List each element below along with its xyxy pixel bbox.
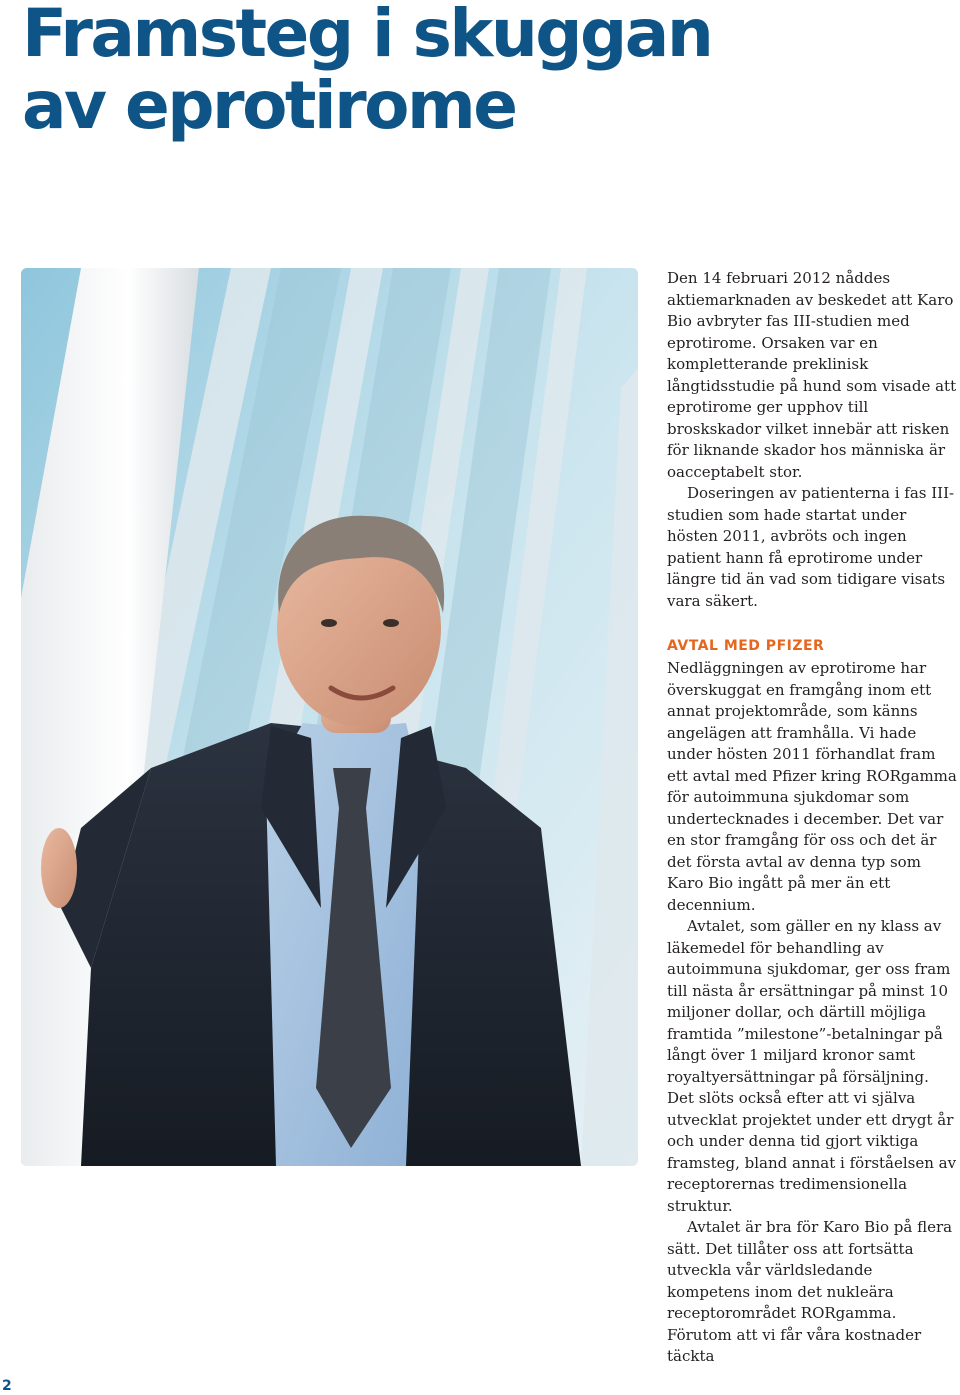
section-subheading: AVTAL MED PFIZER	[667, 638, 825, 654]
intro-paragraph-1: Den 14 februari 2012 nåddes aktiemarknaden av beskedet att Karo Bio avbryter fas III-studien med eprotirome. Orsaken var en kompletterande preklinisk långtidsstudie på hund som visade att eprotirome ger upphov till broskskador vilket innebär att risken för liknande skador hos människa är oacceptabelt stor.	[667, 269, 957, 481]
body-paragraph-2: Avtalet, som gäller en ny klass av läkemedel för behandling av autoimmuna sjukdomar, ger oss fram till nästa år ersättningar på minst 10 miljoner dollar, och därtill möjliga framtida ”milestone”-betalningar på långt över 1 miljard kronor samt royaltyersättningar på försäljning. Det slöts också efter att vi själva utvecklat projektet under ett drygt år och under denna tid gjort viktiga framsteg, bland annat i förståelsen av receptorernas tredimensionella struktur.	[667, 917, 957, 1215]
body-paragraph-1: Nedläggningen av eprotirome har överskuggat en framgång inom ett annat projektområde, som känns angelägen att framhålla. Vi hade under hösten 2011 förhandlat fram ett avtal med Pfizer kring RORgamma för autoimmuna sjukdomar som undertecknades i december. Det var en stor framgång för oss och det är det första avtal av denna typ som Karo Bio ingått på mer än ett decennium.	[667, 659, 957, 914]
article-title	[22, 0, 711, 142]
intro-paragraph-2: Doseringen av patienterna i fas III-studien som hade startat under hösten 2011, avbröts och ingen patient hann få eprotirome under längre tid än vad som tidigare visats vara säkert.	[667, 484, 955, 610]
title-line-1: Framsteg i skuggan	[22, 0, 712, 72]
article-body	[667, 268, 960, 1368]
body-paragraph-3: Avtalet är bra för Karo Bio på flera sätt. Det tillåter oss att fortsätta utveckla vår världsledande kompetens inom det nukleära receptorområdet RORgamma. Förutom att vi får våra kostnader täckta	[667, 1218, 953, 1365]
page-number: 2	[2, 1378, 12, 1394]
title-line-2: av eprotirome	[22, 67, 516, 144]
portrait-photo	[21, 268, 638, 1166]
